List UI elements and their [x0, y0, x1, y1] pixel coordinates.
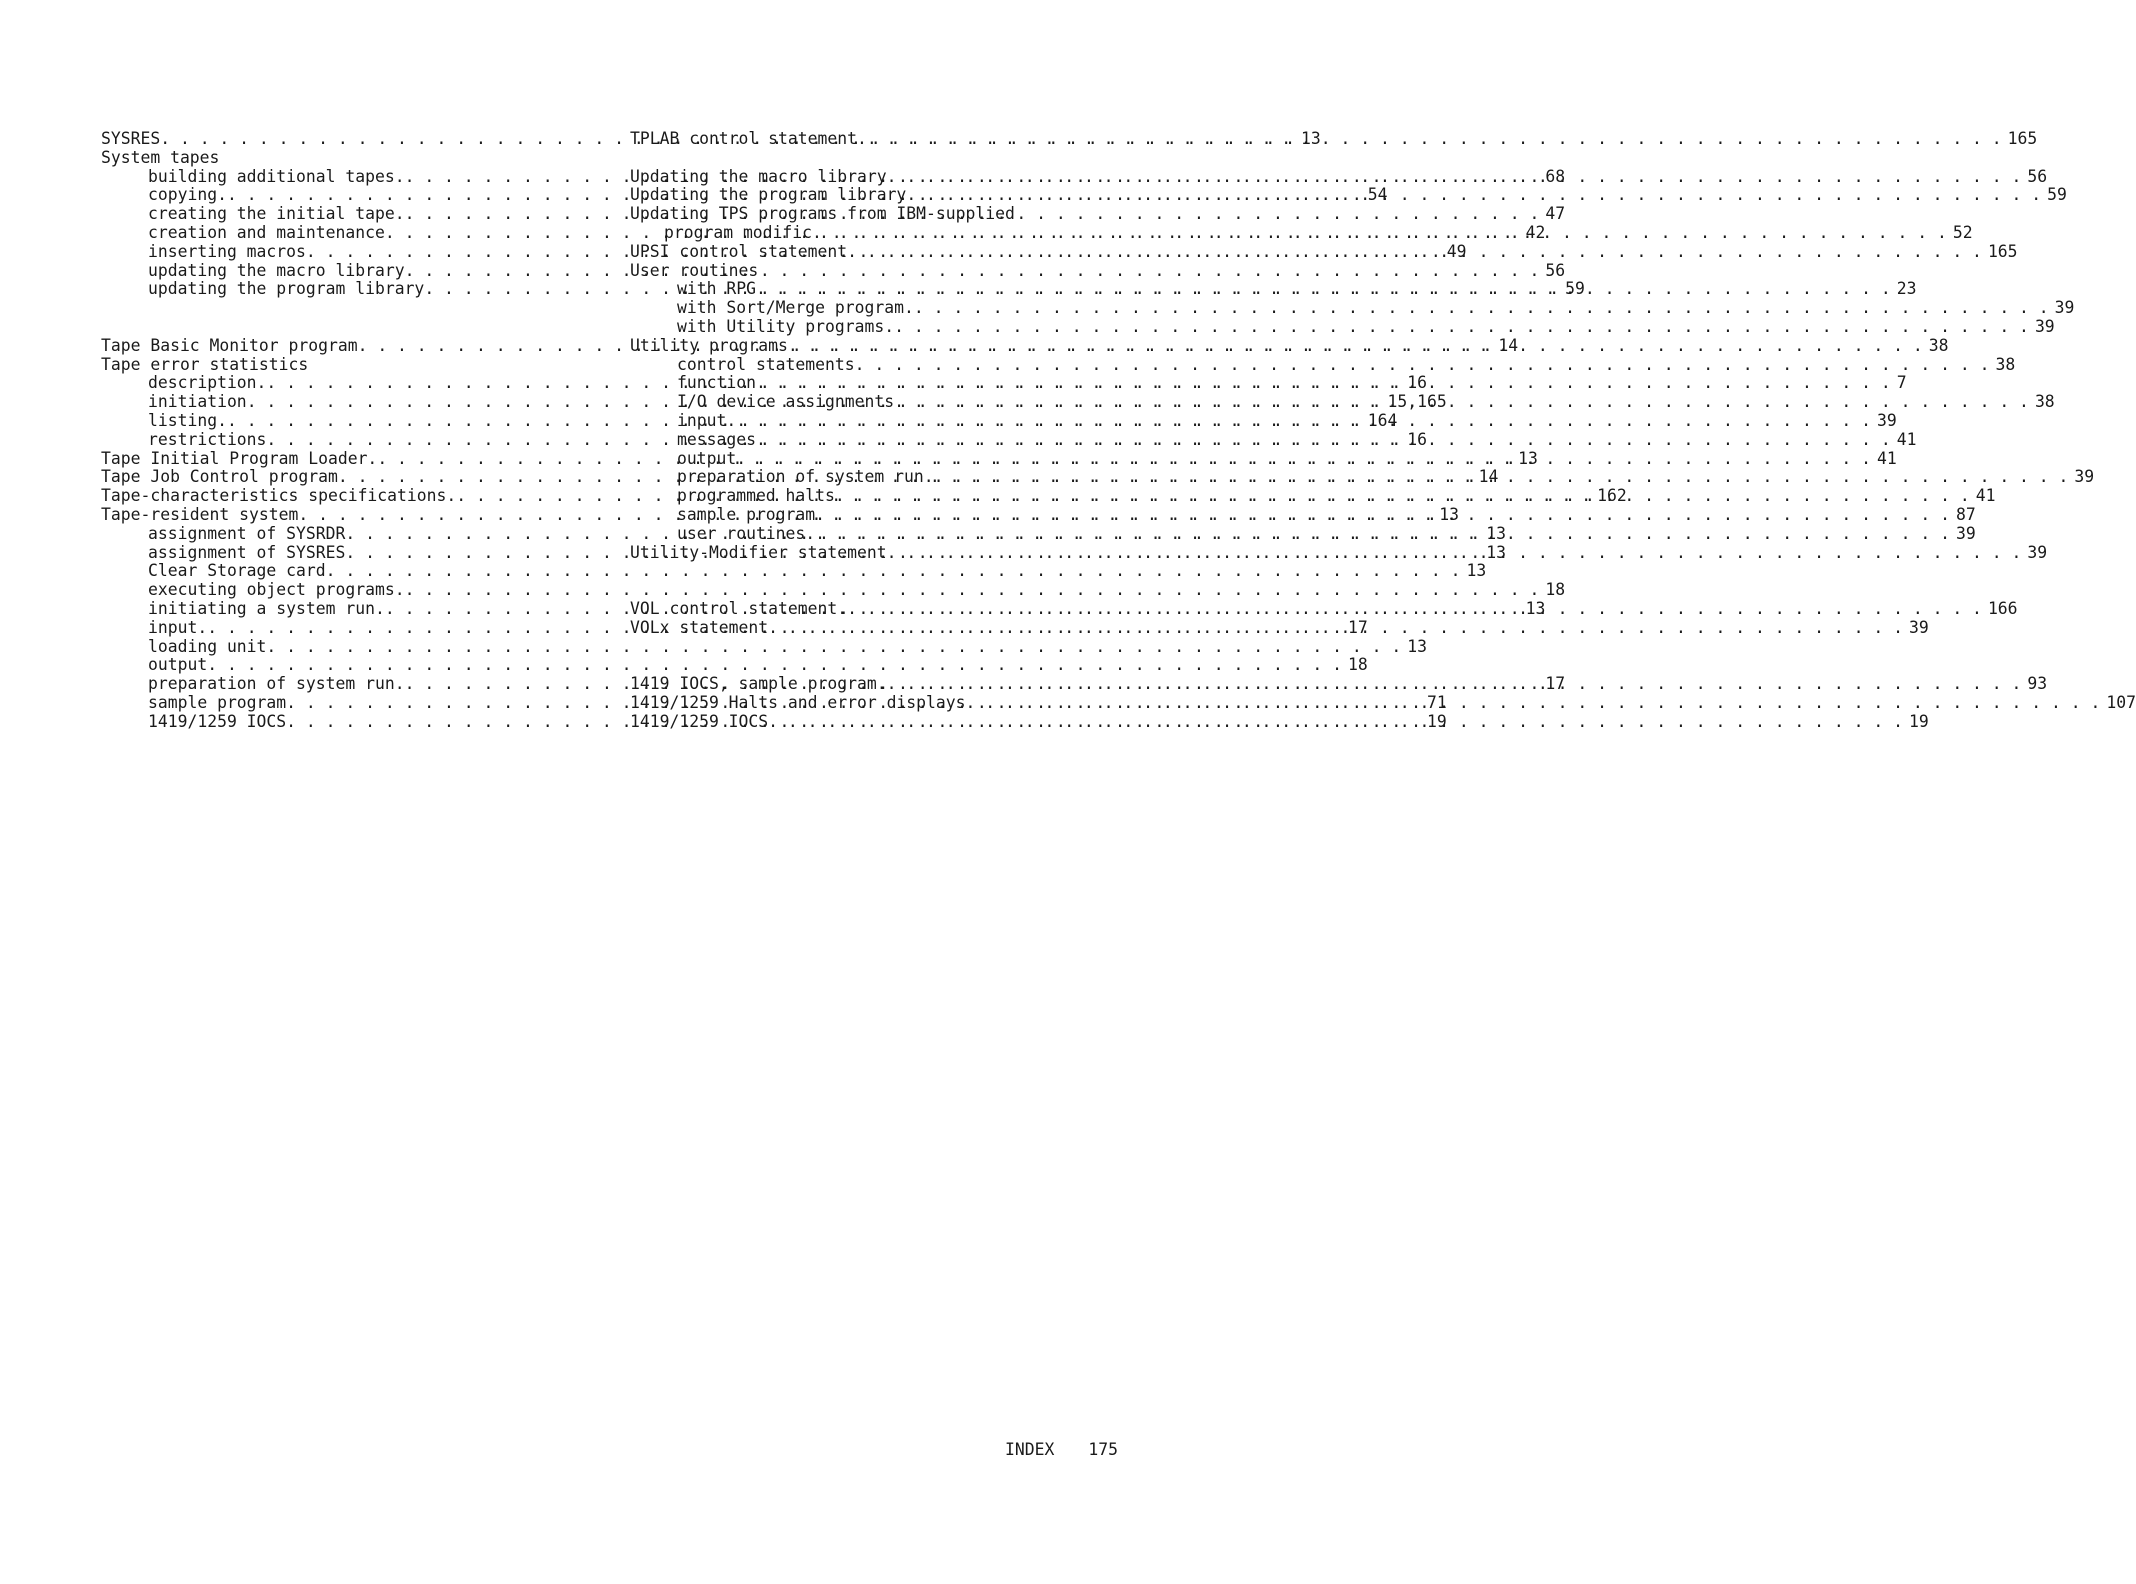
- index-subentry: user routines. . . . 39: [630, 525, 1122, 544]
- page-number: 18: [1545, 580, 1566, 600]
- page-number: 17: [1348, 617, 1368, 637]
- page-number: 54: [1367, 185, 1388, 205]
- page-number: 23: [1896, 279, 1917, 299]
- index-entry: Tape Initial Program Loader. . . . 13: [101, 450, 596, 469]
- index-subentry: restrictions . . . 16: [101, 431, 596, 450]
- page-number: 13: [1486, 523, 1506, 543]
- index-entry: VOLx statement . . . 39: [630, 619, 1122, 638]
- page-number: 38: [1928, 335, 1949, 355]
- index-subentry: preparation of system run. . . . 17: [101, 675, 596, 694]
- index-entry: SYSRES . . . 13: [101, 130, 596, 149]
- index-subentry: initiation . . . 15,165: [101, 393, 596, 412]
- index-entry: Updating TPS programs from IBM-supplied: [630, 204, 1015, 224]
- index-subentry: preparation of system run. . . . 39: [630, 468, 1122, 487]
- page-number: 42: [1525, 222, 1546, 242]
- index-subentry: control statements . . . 38: [630, 356, 1122, 375]
- page-number: 13: [1466, 561, 1487, 581]
- page-number: 56: [2027, 166, 2048, 186]
- page-number: 39: [1908, 617, 1929, 637]
- index-subentry: sample program . . . 87: [630, 506, 1122, 525]
- index-heading: User routines: [630, 260, 759, 280]
- index-entry: TPLAB control statement. . . . 165: [630, 130, 1122, 149]
- index-entry: Utility-Modifier statement . . . 39: [630, 544, 1122, 563]
- page-number: 38: [2034, 392, 2055, 412]
- index-subentry: creating the initial tape. . . . 47: [101, 205, 596, 224]
- page-number: 165: [1987, 241, 2018, 261]
- page-number: 52: [1952, 222, 1973, 242]
- index-entry: Updating the macro library . . . 56: [630, 168, 1122, 187]
- index-subentry: creation and maintenance . . . 42: [101, 224, 596, 243]
- page-number: 39: [2074, 467, 2095, 487]
- page-number: 16: [1407, 373, 1427, 393]
- index-subentry: with RPG . . . 23: [630, 280, 1122, 299]
- index-subentry: output . . . 41: [630, 450, 1122, 469]
- index-subentry: with Sort/Merge program. . . . 39: [630, 299, 1122, 318]
- page-number: 13: [1301, 129, 1321, 148]
- page-number: 56: [1545, 260, 1566, 280]
- index-entry: 1419/1259 Halts and error displays . . . 107: [630, 694, 1122, 713]
- index-heading: Tape error statistics: [101, 354, 309, 374]
- index-subentry: copying. . . . 54: [101, 186, 596, 205]
- index-subentry: Clear Storage card . . . 13: [101, 562, 596, 581]
- page-number: 16: [1407, 429, 1427, 449]
- page-number: 13: [1439, 504, 1459, 524]
- page-number: 164: [1367, 410, 1398, 430]
- page-number: 39: [2034, 316, 2055, 336]
- page-number: 71: [1426, 692, 1447, 712]
- index-subentry: input. . . . 17: [101, 619, 596, 638]
- page-number: 107: [2106, 692, 2136, 712]
- page-number: 59: [1565, 279, 1585, 299]
- page-number: 13: [1518, 448, 1538, 468]
- page-number: 39: [1955, 523, 1976, 543]
- index-subentry: messages . . . 41: [630, 431, 1122, 450]
- page-number: 41: [1896, 429, 1917, 449]
- page-number: 49: [1446, 241, 1467, 261]
- page-number: 162: [1597, 486, 1627, 506]
- index-entry: Updating the program library . . . 59: [630, 186, 1122, 205]
- page-number: 87: [1955, 504, 1976, 524]
- page-number: 15,165: [1387, 392, 1447, 412]
- page-number: 39: [2027, 542, 2048, 562]
- page-number: 19: [1908, 711, 1929, 731]
- index-entry-continuation: program modific . . . 52: [630, 224, 1122, 243]
- index-subentry: updating the macro library . . . 56: [101, 262, 596, 281]
- index-subentry: listing. . . . 164: [101, 412, 596, 431]
- index-subentry: loading unit . . . 13: [101, 638, 596, 657]
- index-subentry: programmed halts . . . 41: [630, 487, 1122, 506]
- index-entry: 1419 IOCS, sample program. . . . 93: [630, 675, 1122, 694]
- page-number: 14: [1478, 467, 1499, 487]
- index-subentry: 1419/1259 IOCS . . . 19: [101, 713, 596, 732]
- index-heading: System tapes: [101, 147, 220, 167]
- page-number: 39: [1877, 410, 1897, 430]
- page-number: 47: [1545, 204, 1566, 224]
- index-subentry: description. . . . 16: [101, 374, 596, 393]
- page-number: 166: [1987, 598, 2018, 618]
- index-subentry: building additional tapes. . . . 68: [101, 168, 596, 187]
- page-number: 39: [2054, 298, 2075, 318]
- page-number: 13: [1525, 598, 1546, 618]
- page-number: 18: [1348, 655, 1368, 675]
- page-number: 59: [2047, 185, 2067, 205]
- index-entry: Tape-characteristics specifications. . . . 162: [101, 487, 596, 506]
- index-entry: Tape Job Control program . . . 14: [101, 468, 596, 487]
- index-subentry: output . . . 18: [101, 656, 596, 675]
- page-number: 93: [2027, 674, 2048, 694]
- footer-label: INDEX: [1005, 1440, 1055, 1459]
- index-subentry: initiating a system run. . . . 13: [101, 600, 596, 619]
- page-number: 38: [1995, 354, 2016, 374]
- index-subentry: assignment of SYSRDR . . . 13: [101, 525, 596, 544]
- index-subentry: function . . . 7: [630, 374, 1122, 393]
- page-number: 14: [1498, 335, 1519, 355]
- page-number: 13: [1486, 542, 1506, 562]
- page-footer: [1005, 1440, 1118, 1459]
- index-subentry: assignment of SYSRES . . . 13: [101, 544, 596, 563]
- page-number: 165: [2007, 129, 2038, 148]
- index-entry: 1419/1259 IOCS . . . 19: [630, 713, 1122, 732]
- page-number: 41: [1975, 486, 1996, 506]
- index-subentry: with Utility programs. . . . 39: [630, 318, 1122, 337]
- index-entry: Utility programs . . . 38: [630, 337, 1122, 356]
- index-subentry: inserting macros . . . 49: [101, 243, 596, 262]
- page-number: 17: [1545, 674, 1566, 694]
- index-entry: Tape-resident system . . . 13: [101, 506, 596, 525]
- page-folio: 175: [1088, 1440, 1118, 1459]
- page-number: 13: [1407, 636, 1427, 656]
- index-subentry: sample program . . . 71: [101, 694, 596, 713]
- index-entry: UPSI control statement . . . 165: [630, 243, 1122, 262]
- index-subentry: input. . . . 39: [630, 412, 1122, 431]
- page-number: 41: [1877, 448, 1897, 468]
- index-subentry: updating the program library . . . 59: [101, 280, 596, 299]
- index-entry: VOL control statement. . . . 166: [630, 600, 1122, 619]
- page-number: 19: [1426, 711, 1447, 731]
- page-number: 68: [1545, 166, 1566, 186]
- index-subentry: executing object programs. . . . 18: [101, 581, 596, 600]
- index-entry: Tape Basic Monitor program . . . 14: [101, 337, 596, 356]
- index-subentry: I/O device assignments . . . 38: [630, 393, 1122, 412]
- page-number: 7: [1896, 373, 1907, 393]
